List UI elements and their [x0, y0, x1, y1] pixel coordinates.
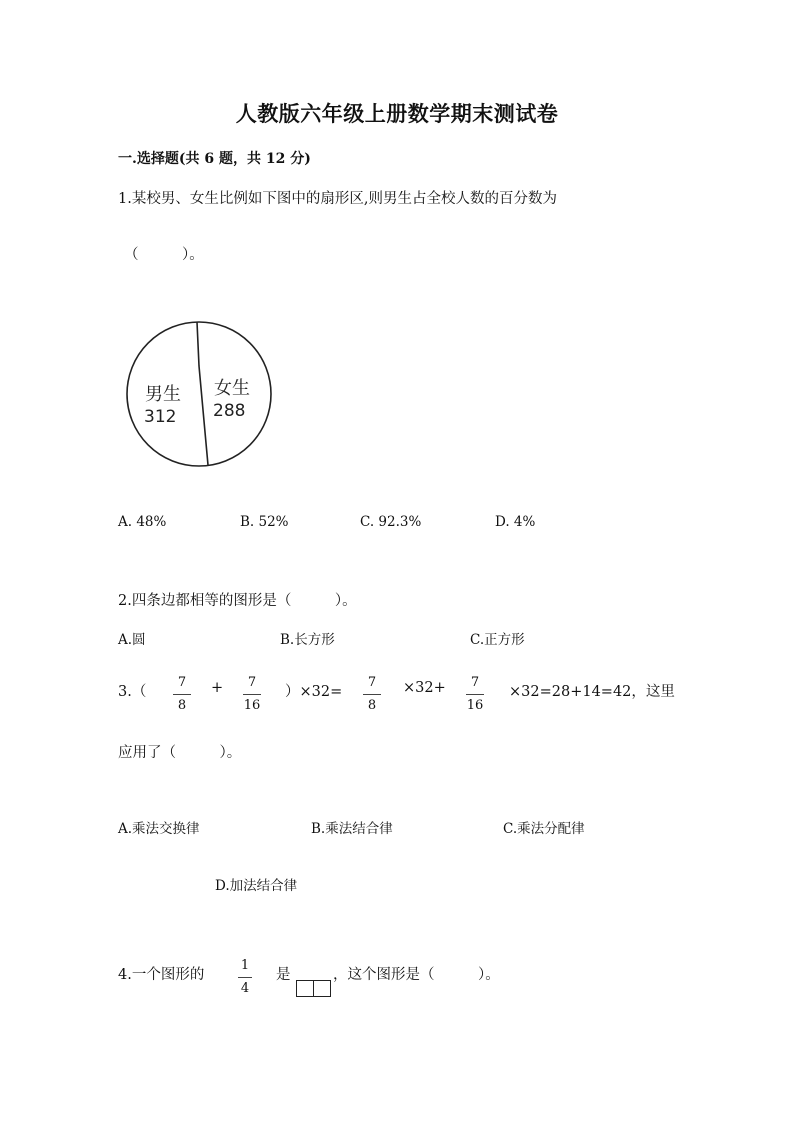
question-3-times32plus: ×32+	[403, 680, 446, 696]
page-title: 人教版六年级上册数学期末测试卷	[235, 101, 559, 126]
q3-fraction-2	[243, 675, 261, 714]
fraction-denominator: 16	[466, 698, 484, 713]
section-heading: 一.选择题(共 6 题，共 12 分)	[118, 151, 311, 167]
fraction-numerator: 7	[367, 675, 377, 690]
question-3-lead: 3.（	[118, 684, 147, 700]
pie-chart	[120, 315, 290, 475]
q1-option-a[interactable]: A. 48%	[118, 514, 167, 530]
question-3-mid: ）×32=	[285, 684, 343, 700]
square-cell	[313, 980, 331, 997]
q1-option-b[interactable]: B. 52%	[240, 514, 289, 530]
q1-option-d[interactable]: D. 4%	[495, 514, 536, 530]
fraction-numerator: 1	[240, 958, 250, 973]
q3-fraction-3	[363, 675, 381, 714]
q3-option-d[interactable]: D.加法结合律	[215, 878, 298, 894]
q4-two-squares-figure	[296, 980, 331, 997]
q2-option-a[interactable]: A.圆	[118, 632, 146, 648]
question-4-is: 是	[276, 967, 291, 983]
fraction-numerator: 7	[247, 675, 257, 690]
q4-fraction	[238, 958, 252, 997]
pie-girls-label: 女生	[214, 378, 250, 399]
q3-option-a[interactable]: A.乘法交换律	[118, 821, 200, 837]
q3-fraction-1	[173, 675, 191, 714]
question-3-line2: 应用了（ ）。	[118, 745, 242, 761]
fraction-denominator: 8	[367, 698, 377, 713]
question-3-plus: +	[211, 680, 224, 696]
q3-fraction-4	[466, 675, 484, 714]
question-4-text: 4.一个图形的	[118, 967, 205, 983]
fraction-bar	[173, 694, 191, 695]
fraction-denominator: 4	[240, 981, 250, 996]
pie-boys-value: 312	[144, 407, 177, 427]
question-1-blank: （ ）。	[124, 247, 204, 263]
q2-option-b[interactable]: B.长方形	[280, 632, 335, 648]
fraction-bar	[243, 694, 261, 695]
pie-girls-value: 288	[213, 401, 246, 421]
pie-boys-label: 男生	[145, 384, 181, 405]
question-2-text: 2.四条边都相等的图形是（ ）。	[118, 593, 357, 609]
square-cell	[296, 980, 314, 997]
q3-option-b[interactable]: B.乘法结合律	[311, 821, 393, 837]
q3-option-c[interactable]: C.乘法分配律	[503, 821, 585, 837]
q1-option-c[interactable]: C. 92.3%	[360, 514, 422, 530]
fraction-bar	[466, 694, 484, 695]
fraction-bar	[238, 977, 252, 978]
question-1-text: 1.某校男、女生比例如下图中的扇形区,则男生占全校人数的百分数为	[118, 191, 557, 207]
pie-divider	[197, 322, 208, 465]
question-3-tail: ×32=28+14=42，这里	[509, 684, 675, 700]
fraction-denominator: 8	[177, 698, 187, 713]
question-4-tail: ，这个图形是（ ）。	[333, 967, 500, 983]
fraction-bar	[363, 694, 381, 695]
q2-option-c[interactable]: C.正方形	[470, 632, 525, 648]
fraction-denominator: 16	[243, 698, 261, 713]
fraction-numerator: 7	[177, 675, 187, 690]
fraction-numerator: 7	[470, 675, 480, 690]
